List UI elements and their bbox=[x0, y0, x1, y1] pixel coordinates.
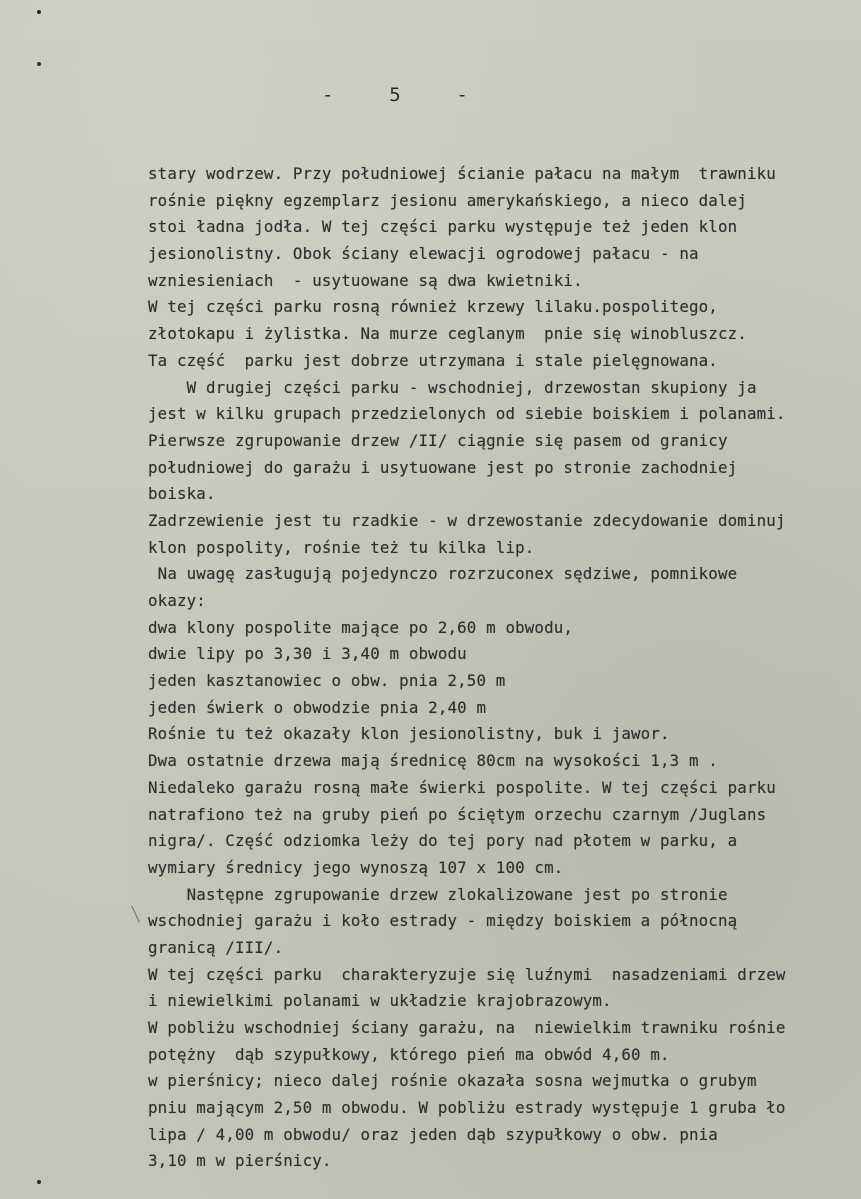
text-line: Zadrzewienie jest tu rzadkie - w drzewostanie zdecydowanie dominuj bbox=[148, 510, 786, 530]
page-number-text: - 5 - bbox=[322, 84, 470, 106]
text-line: dwa klony pospolite mające po 2,60 m obwodu, bbox=[148, 617, 574, 637]
text-line: W pobliżu wschodniej ściany garażu, na niewielkim trawniku rośnie bbox=[148, 1018, 786, 1037]
text-line: złotokapu i żylistka. Na murze ceglanym pnie się winobluszcz. bbox=[148, 324, 747, 344]
text-line: boiska. bbox=[148, 484, 216, 504]
text-line: jest w kilku grupach przedzielonych od siebie boiskiem i polanami. bbox=[148, 404, 786, 424]
text-line: Rośnie tu też okazały klon jesionolistny, buk i jawor. bbox=[148, 724, 670, 744]
text-line: stoi ładna jodła. W tej części parku występuje też jeden klon bbox=[148, 217, 738, 237]
text-line: W drugiej części parku - wschodniej, drzewostan skupiony ja bbox=[148, 377, 757, 397]
text-line: Ta część parku jest dobrze utrzymana i stale pielęgnowana. bbox=[148, 350, 718, 370]
text-line: potężny dąb szypułkowy, którego pień ma obwód 4,60 m. bbox=[148, 1044, 670, 1064]
punch-dot-upper bbox=[37, 62, 41, 66]
text-line: Niedaleko garażu rosną małe świerki pospolite. W tej części parku bbox=[148, 777, 776, 797]
text-line: wzniesieniach - usytuowane są dwa kwietniki. bbox=[148, 270, 583, 290]
text-line: jeden kasztanowiec o obw. pnia 2,50 m bbox=[148, 671, 506, 691]
text-line: stary wodrzew. Przy południowej ścianie pałacu na małym trawniku bbox=[148, 164, 776, 183]
text-line: 3,10 m w pierśnicy. bbox=[148, 1151, 332, 1171]
margin-mark bbox=[131, 906, 140, 923]
text-line: W tej części parku charakteryzuje się luźnymi nasadzeniami drzew bbox=[148, 964, 786, 984]
text-line: dwie lipy po 3,30 i 3,40 m obwodu bbox=[148, 644, 467, 664]
text-line: wymiary średnicy jego wynoszą 107 x 100 cm. bbox=[148, 857, 564, 877]
text-line: Następne zgrupowanie drzew zlokalizowane jest po stronie bbox=[148, 884, 728, 904]
text-line: wschodniej garażu i koło estrady - między boiskiem a północną bbox=[148, 911, 738, 931]
text-line: Pierwsze zgrupowanie drzew /II/ ciągnie się pasem od granicy bbox=[148, 430, 728, 450]
punch-dot-bottom bbox=[37, 1180, 41, 1184]
text-line: Dwa ostatnie drzewa mają średnicę 80cm na wysokości 1,3 m . bbox=[148, 751, 718, 771]
text-line: Na uwagę zasługują pojedynczo rozrzuconex sędziwe, pomnikowe bbox=[148, 564, 738, 584]
text-line: okazy: bbox=[148, 591, 206, 610]
text-line: natrafiono też na gruby pień po ściętym orzechu czarnym /Juglans bbox=[148, 804, 767, 824]
text-line: klon pospolity, rośnie też tu kilka lip. bbox=[148, 537, 535, 557]
text-line: nigra/. Część odziomka leży do tej pory nad płotem w parku, a bbox=[148, 831, 738, 851]
typed-body-text bbox=[148, 161, 861, 1175]
text-line: rośnie piękny egzemplarz jesionu amerykańskiego, a nieco dalej bbox=[148, 190, 747, 210]
text-line: południowej do garażu i usytuowane jest po stronie zachodniej bbox=[148, 457, 738, 477]
text-line: i niewielkimi polanami w układzie krajobrazowym. bbox=[148, 991, 612, 1011]
text-line: w pierśnicy; nieco dalej rośnie okazała sosna wejmutka o grubym bbox=[148, 1071, 757, 1091]
text-line: W tej części parku rosną również krzewy lilaku.pospolitego, bbox=[148, 297, 718, 317]
text-line: granicą /III/. bbox=[148, 937, 284, 957]
punch-dot-top bbox=[37, 10, 41, 14]
text-line: lipa / 4,00 m obwodu/ oraz jeden dąb szypułkowy o obw. pnia bbox=[148, 1124, 718, 1144]
text-line: jeden świerk o obwodzie pnia 2,40 m bbox=[148, 697, 487, 717]
text-line: pniu mającym 2,50 m obwodu. W pobliżu estrady występuje 1 gruba ło bbox=[148, 1098, 786, 1118]
text-line: jesionolistny. Obok ściany elewacji ogrodowej pałacu - na bbox=[148, 244, 699, 264]
